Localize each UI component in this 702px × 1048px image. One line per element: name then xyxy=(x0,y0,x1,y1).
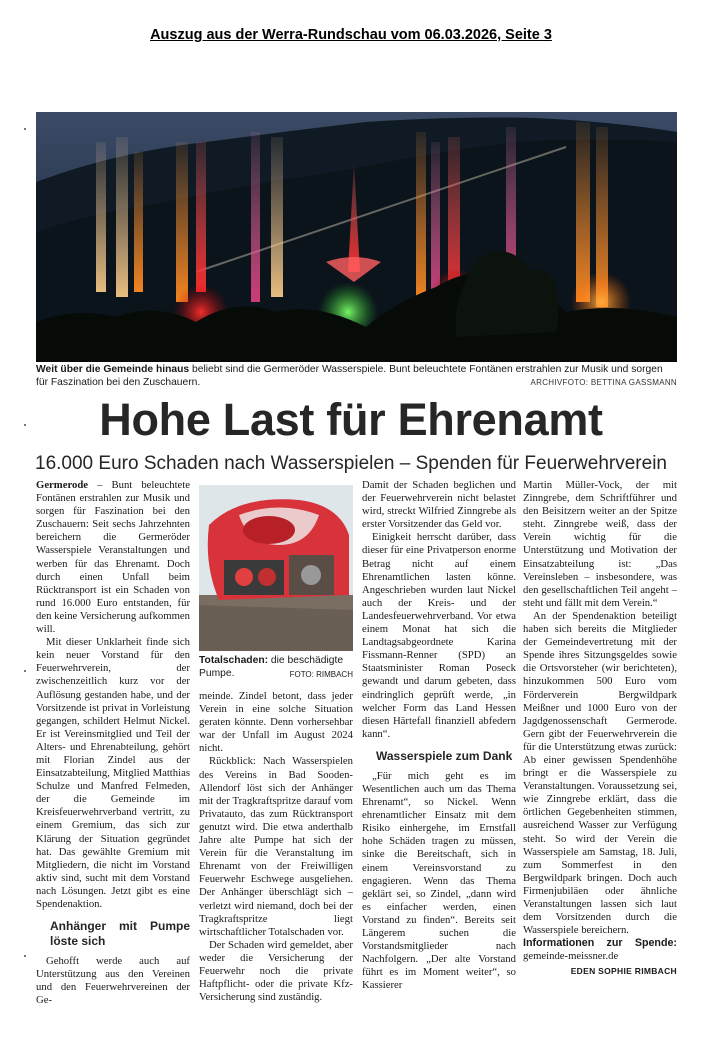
page-header: Auszug aus der Werra-Rundschau vom 06.03.2026, Seite 3 xyxy=(150,27,552,43)
caption-text: die beschädigte Pumpe. xyxy=(199,655,344,679)
paragraph: Mit dieser Unklarheit finde sich kein neuer Vorstand für den Feuerwehrverein, der zwischenzeitlich kurz vor der Auflösung gestanden habe, und der Vorsitzende ist privat in Vorleistung gegangen, schildert Helmut Nickel. Er ist Vereinsmitglied und Teil der Alters- und Ehrenabteilung, gehört mit Florian Zindel aus der Einsatzabteilung, Mitglied Matthias Schulze und Manfred Felmeden, der die Gemeinde im Kreisfeuerwehrverband vertritt, zu einem Gremium, das sich zur Klärung der Situation gegründet hat. Das gewählte Gremium mit Mitgliedern, die nicht im Vorstand aktiv sind, sucht mit dem Vorstand nach Lösungen. Jetzt gibt es eine Spendenaktion. xyxy=(36,636,190,910)
margin-mark xyxy=(24,424,26,426)
paragraph: Damit der Schaden beglichen und der Feuerwehrverein nicht belastet wird, streckt Wilfried Zinngrebe als erster Vorsitzender das Geld vor. xyxy=(362,479,516,531)
donation-link[interactable]: gemeinde-meissner.de xyxy=(523,950,619,963)
section-subheading: Anhänger mit Pumpe löste sich xyxy=(50,919,190,949)
paragraph: – Bunt beleuchtete Fontänen erstrahlen zur Musik und sorgen für Faszination bei den Zuschauern: Seit sechs Jahrzehnten bereichern die Germeröder Wasserspiele Veranstaltungen und werben für das Ehrenamt. Doch durch einen Unfall beim Rücktransport ist ein Schaden von rund 16.000 Euro entstanden, für den keine Versicherung aufkommen will. xyxy=(36,479,190,636)
paragraph: Der Schaden wird gemeldet, aber weder die Versicherung der Feuerwehr noch die private Haftpflicht- oder die private Kfz-Versicherung sind zuständig. xyxy=(199,938,353,1004)
article-subheadline: 16.000 Euro Schaden nach Wasserspielen – Spenden für Feuerwehrverein xyxy=(35,453,667,474)
paragraph: Rückblick: Nach Wasserspielen des Vereins in Bad Sooden-Allendorf löst sich der Anhänger mit der Tragkraftspritze darauf vom Privatauto, das zum Rücktransport genutzt wird. Die etwa anderthalb Jahre alte Pumpe hat sich der Verein für die Veranstaltung im Ehrenamt von der Freiwilligen Feuerwehr Eschwege ausgeliehen. Der Anhänger überschlägt sich – verletzt wird niemand, doch bei der Tragkraftspritze liegt wirtschaftlicher Totalschaden vor. xyxy=(199,755,353,938)
author-byline: EDEN SOPHIE RIMBACH xyxy=(570,966,677,977)
margin-mark xyxy=(24,128,26,130)
paragraph: „Für mich geht es im Wesentlichen auch um das Thema Ehrenamt“, so Nickel. Wenn ehrenamtlicher Einsatz mit dem Risiko einhergehe, im Ernstfall hohe Schäden tragen zu müssen, sinke die Bereitschaft, sich in einem Vereinsvorstand zu engagieren. Wenn das Thema geklärt sei, so Zindel, „dann wird es einfacher werden, einen Vorstand zu finden“. Bereits seit Längerem suchen die Vorstandsmitglieder nach Nachfolgern. „Der alte Vorstand führt es im Moment weiter“, so Kassierer xyxy=(362,769,516,992)
article-headline: Hohe Last für Ehrenamt xyxy=(99,394,603,445)
info-label: Informationen zur Spende: xyxy=(523,937,677,950)
article-column-1 xyxy=(36,479,190,1007)
article-column-4 xyxy=(523,479,677,979)
margin-mark xyxy=(24,955,26,957)
article-column-3 xyxy=(362,479,516,992)
paragraph: Martin Müller-Vock, der mit Zinngrebe, dem Schriftführer und den Beisitzern weiter an der Spitze steht. Zinngrebe weiß, dass der Verein wichtig für die Unterstützung und Motivation der Einsatzabteilung ist: „Das Vereinsleben – insbesondere, was den gesellschaftlichen Teil angeht – steht und fällt mit dem Verein.“ xyxy=(523,479,677,609)
paragraph: An der Spendenaktion beteiligt haben sich bereits die Mitglieder der Gemeindevertretung mit der Spende ihres Sitzungsgeldes sowie die Ortsvorsteher (wir berichteten), hinzukommen 500 Euro vom Förderverein Bergwildpark Meißner und 1000 Euro von der Jagdgenossenschaft Germerode. Gern gibt der Feuerwehrverein die für die Unterstützung etwas zurück: Ab einer gewissen Spendenhöhe bringt er die Wasserspiele zu Veranstaltungen. Voraussetzung sei, wie Zinngrebe erklärt, dass die örtlichen Gegebenheiten stimmen, ausreichend Wasser zur Verfügung steht. So wird der Verein die Wasserspiele am Samstag, 18. Juli, zum Sommerfest in den Bergwildpark bringen. Doch auch Firmenjubiläen oder ähnliche Veranstaltungen lassen sich laut dem Vorsitzenden durch die Wasserspiele bereichern. xyxy=(523,609,677,937)
dateline: Germerode xyxy=(36,479,89,491)
pump-photo-caption xyxy=(199,654,353,681)
margin-mark xyxy=(24,670,26,672)
section-subheading: Wasserspiele zum Dank xyxy=(376,748,513,763)
photo-credit: ARCHIVFOTO: BETTINA GASSMANN xyxy=(530,378,677,387)
paragraph: Einigkeit herrscht darüber, dass dieser für eine Privatperson enorme Betrag nicht auf einem Ehrenamtlichen lasten könne. Angeschrieben wurden laut Nickel auch der Kreis- und der Landesfeuerwehrverband. Vor etwa einem Monat hat sich die Landtagsabgeordnete Karina Fissmann-Renner (SPD) an Staatsminister Roman Poseck gewandt und darum gebeten, dass eindringlich geprüft werde, „in welcher Form das Land Hessen diesen Härtefall finanziell abfedern kann“. xyxy=(362,531,516,740)
photo-credit: FOTO: RIMBACH xyxy=(289,670,353,679)
caption-bold: Totalschaden: xyxy=(199,655,269,666)
damaged-pump-photo-icon xyxy=(199,485,353,651)
donation-info xyxy=(523,937,677,963)
caption-text: beliebt sind die Germeröder Wasserspiele. Bunt beleuchtete Fontänen erstrahlen zur Musik und sorgen für Faszination bei den Zuschauern. xyxy=(36,364,663,388)
fountain-photo-icon xyxy=(36,112,677,362)
article-column-2 xyxy=(199,690,353,1004)
paragraph: meinde. Zindel betont, dass jeder Verein in eine solche Situation geraten könnte. Denn vorhersehbar war der Unfall im August 2024 nicht. xyxy=(199,690,353,755)
caption-bold: Weit über die Gemeinde hinaus xyxy=(36,364,190,375)
paragraph: Gehofft werde auch auf Unterstützung aus den Vereinen und den Feuerwehrvereinen der Ge- xyxy=(36,955,190,1007)
